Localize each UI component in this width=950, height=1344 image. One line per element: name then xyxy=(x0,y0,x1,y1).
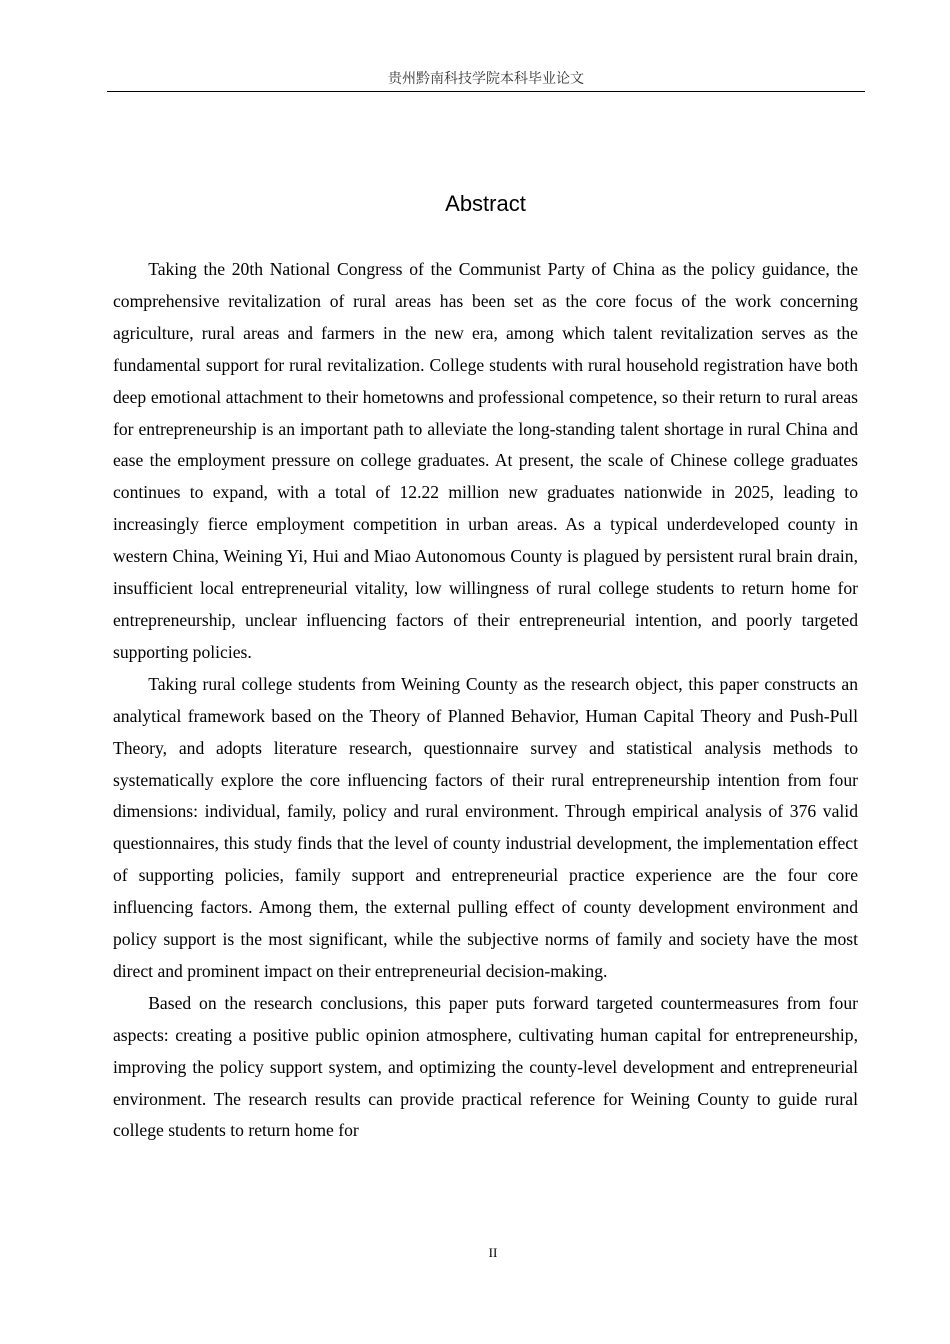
abstract-title: Abstract xyxy=(445,191,526,216)
page-header xyxy=(107,70,865,92)
header-text: 贵州黔南科技学院本科毕业论文 xyxy=(388,71,584,87)
abstract-paragraph-2: Taking rural college students from Weining County as the research object, this paper constructs an analytical framework based on the Theory of Planned Behavior, Human Capital Theory and Push-Pull Theory, and adopts literature research, questionnaire survey and statistical analysis methods to systematically explore the core influencing factors of their rural entrepreneurship intention from four dimensions: individual, family, policy and rural environment. Through empirical analysis of 376 valid questionnaires, this study finds that the level of county industrial development, the implementation effect of supporting policies, family support and entrepreneurial practice experience are the four core influencing factors. Among them, the external pulling effect of county development environment and policy support is the most significant, while the subjective norms of family and society have the most direct and prominent impact on their entrepreneurial decision-making. xyxy=(113,673,858,981)
abstract-body xyxy=(113,254,858,1147)
abstract-paragraph-1: Taking the 20th National Congress of the Communist Party of China as the policy guidance, the comprehensive revitalization of rural areas has been set as the core focus of the work concerning agriculture, rural areas and farmers in the new era, among which talent revitalization serves as the fundamental support for rural revitalization. College students with rural household registration have both deep emotional attachment to their hometowns and professional competence, so their return to rural areas for entrepreneurship is an important path to alleviate the long-standing talent shortage in rural China and ease the employment pressure on college graduates. At present, the scale of Chinese college graduates continues to expand, with a total of 12.22 million new graduates nationwide in 2025, leading to increasingly fierce employment competition in urban areas. As a typical underdeveloped county in western China, Weining Yi, Hui and Miao Autonomous County is plagued by persistent rural brain drain, insufficient local entrepreneurial vitality, low willingness of rural college students to return home for entrepreneurship, unclear influencing factors of their entrepreneurial intention, and poorly targeted supporting policies. xyxy=(113,259,858,662)
abstract-paragraph-3: Based on the research conclusions, this paper puts forward targeted countermeasures from four aspects: creating a positive public opinion atmosphere, cultivating human capital for entrepreneurship, improving the policy support system, and optimizing the county-level development and entrepreneurial environment. The research results can provide practical reference for Weining County to guide rural college students to return home for xyxy=(113,992,858,1141)
page-number: II xyxy=(488,1245,498,1260)
